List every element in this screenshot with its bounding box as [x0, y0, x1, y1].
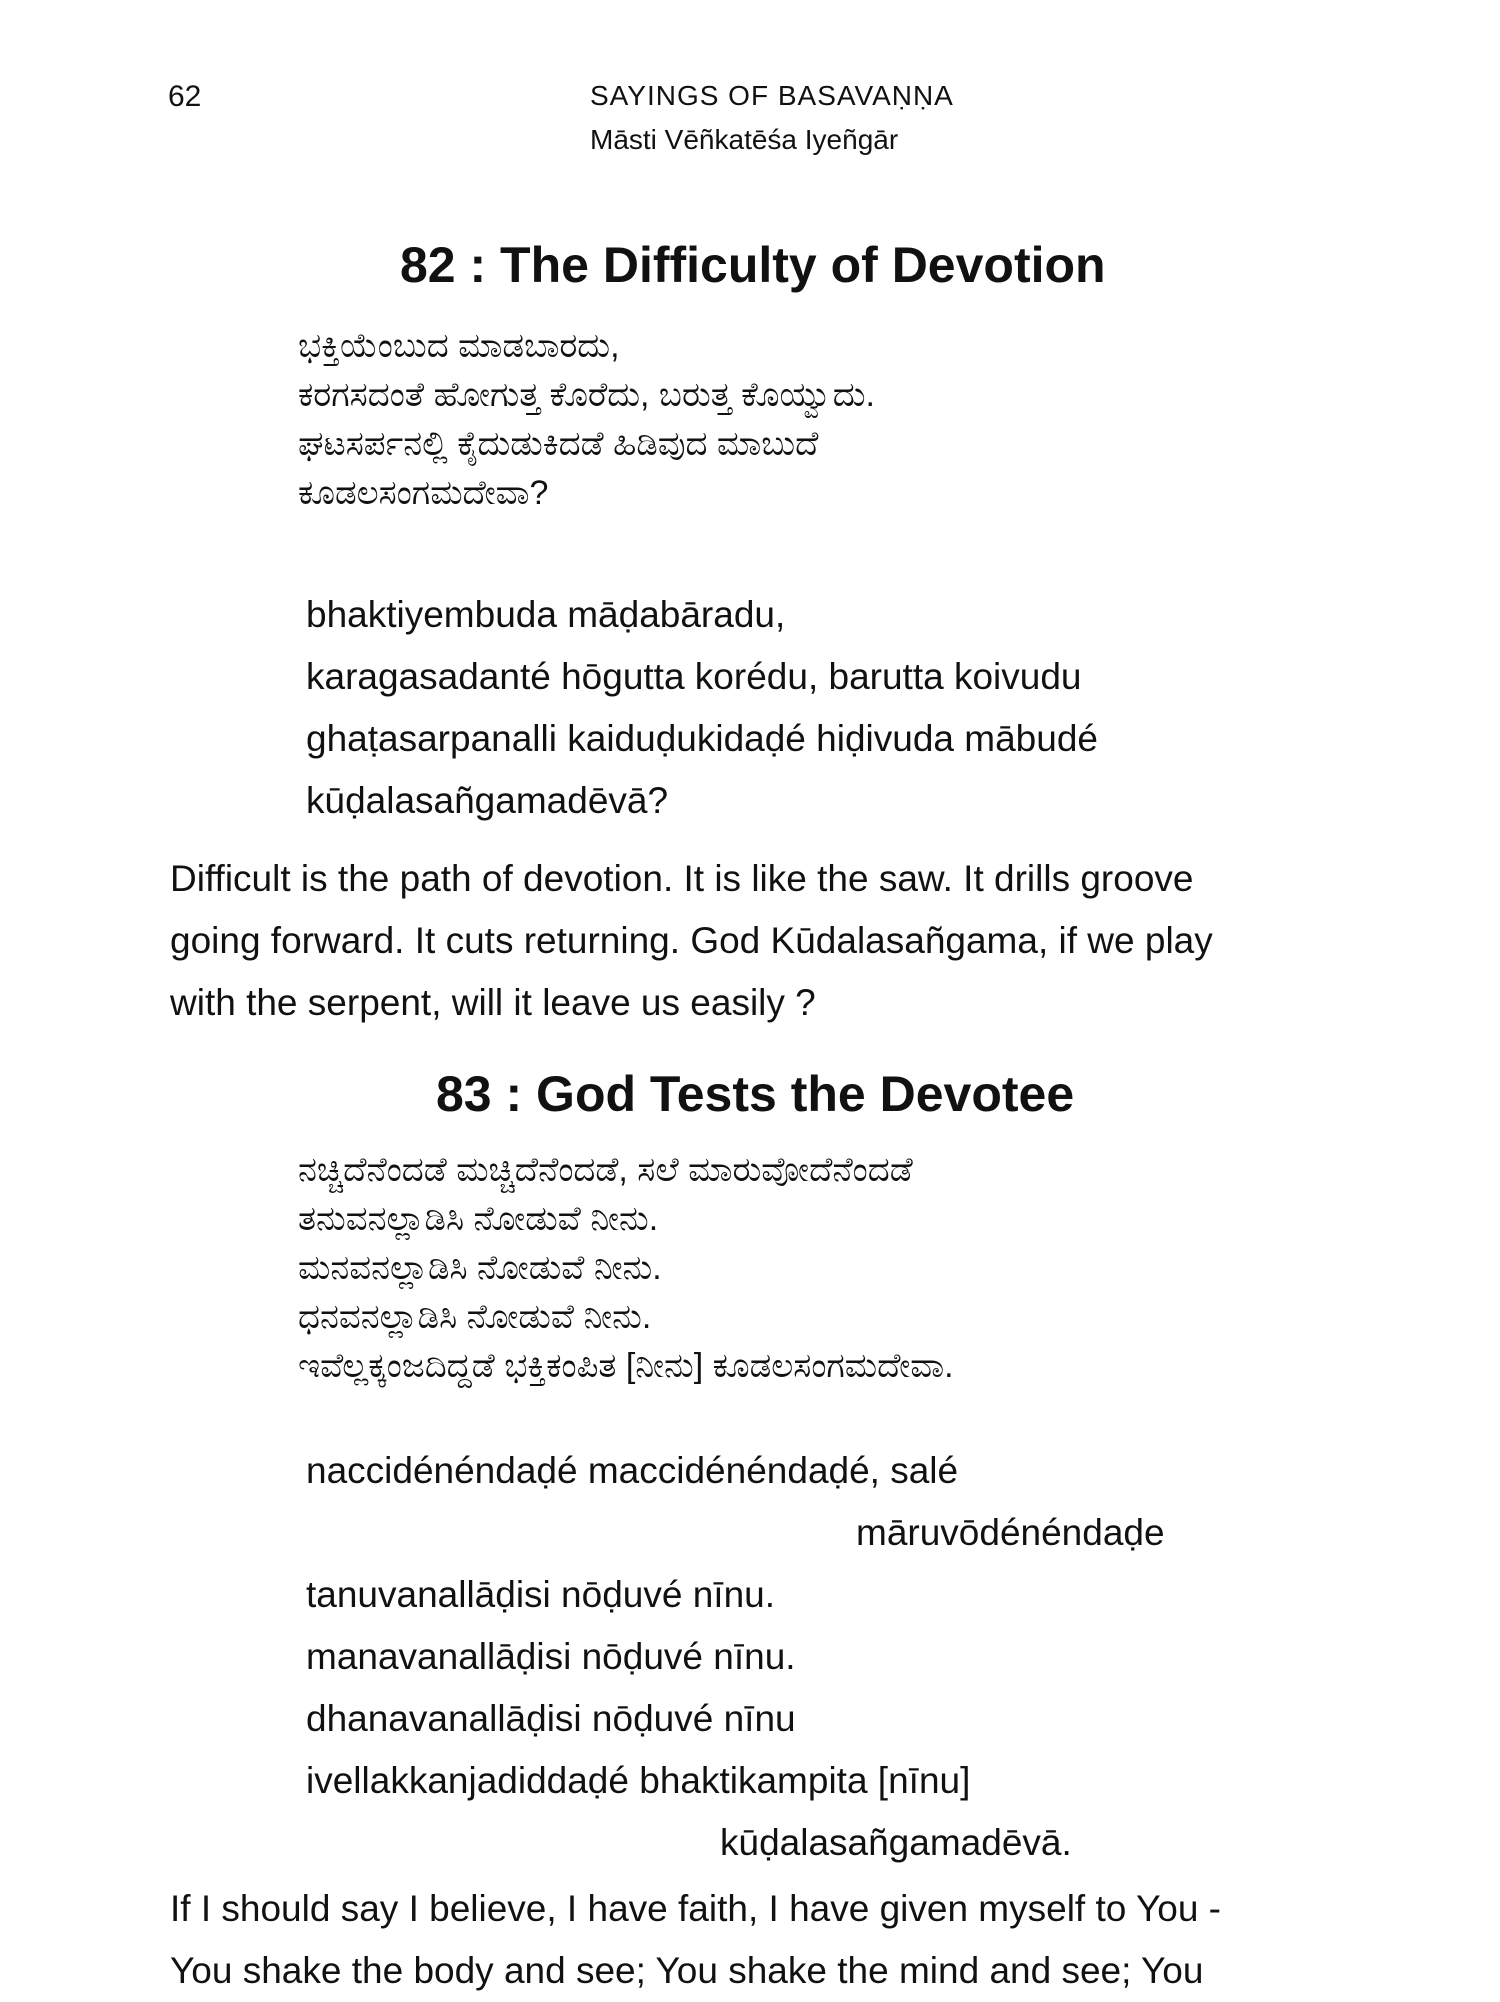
translation-line: with the serpent, will it leave us easily ?	[170, 982, 816, 1023]
translit-line-continuation: māruvōdénéndaḍe	[856, 1512, 1165, 1553]
kannada-line: ಕರಗಸದಂತೆ ಹೋಗುತ್ತ ಕೊರೆದು, ಬರುತ್ತ ಕೊಯ್ವುದು.	[298, 376, 875, 414]
translit-line: naccidénéndaḍé maccidénéndaḍé, salé	[306, 1450, 959, 1491]
kannada-line: ನಚ್ಚಿದೆನೆಂದಡೆ ಮಚ್ಚಿದೆನೆಂದಡೆ, ಸಲೆ ಮಾರುವೋದೆನೆಂದಡೆ	[298, 1151, 913, 1189]
section-83-title: 83 : God Tests the Devotee	[436, 1066, 1075, 1122]
kannada-line: ಧನವನಲ್ಲಾಡಿಸಿ ನೋಡುವೆ ನೀನು.	[298, 1298, 652, 1336]
translit-line-continuation: kūḍalasañgamadēvā.	[720, 1822, 1072, 1863]
translit-line: dhanavanallāḍisi nōḍuvé nīnu	[306, 1698, 796, 1739]
section-83-kannada-verse	[298, 1146, 954, 1391]
kannada-line: ಇವೆಲ್ಲಕ್ಕಂಜದಿದ್ದಡೆ ಭಕ್ತಿಕಂಪಿತ [ನೀನು] ಕೂಡಲಸಂಗಮದೇವಾ.	[298, 1347, 954, 1385]
translit-line: tanuvanallāḍisi nōḍuvé nīnu.	[306, 1574, 776, 1615]
kannada-line: ಮನವನಲ್ಲಾಡಿಸಿ ನೋಡುವೆ ನೀನು.	[298, 1249, 662, 1287]
translation-line: going forward. It cuts returning. God Kūdalasañgama, if we play	[170, 920, 1213, 961]
translit-line: kūḍalasañgamadēvā?	[306, 780, 669, 821]
kannada-line: ತನುವನಲ್ಲಾಡಿಸಿ ನೋಡುವೆ ನೀನು.	[298, 1200, 659, 1238]
translit-line: ghaṭasarpanalli kaiduḍukidaḍé hiḍivuda mābudé	[306, 718, 1098, 759]
translit-line: ivellakkanjadiddaḍé bhaktikampita [nīnu]	[306, 1760, 971, 1801]
translit-line: karagasadanté hōgutta korédu, barutta koivudu	[306, 656, 1082, 697]
translit-line: manavanallāḍisi nōḍuvé nīnu.	[306, 1636, 796, 1677]
kannada-line: ಘಟಸರ್ಪನಲ್ಲಿ ಕೈದುಡುಕಿದಡೆ ಹಿಡಿವುದ ಮಾಬುದೆ	[298, 425, 819, 463]
kannada-line: ಕೂಡಲಸಂಗಮದೇವಾ?	[298, 474, 549, 512]
section-83-transliteration	[306, 1440, 1206, 1874]
translation-line: You shake the body and see; You shake the mind and see; You	[170, 1950, 1204, 1991]
section-82-kannada-verse	[298, 322, 875, 518]
book-title: SAYINGS OF BASAVAṆṆA	[590, 80, 954, 111]
translation-line: Difficult is the path of devotion. It is like the saw. It drills groove	[170, 858, 1194, 899]
translit-line: bhaktiyembuda māḍabāradu,	[306, 594, 786, 635]
section-82-title: 82 : The Difficulty of Devotion	[400, 237, 1106, 293]
page-number: 62	[168, 80, 202, 113]
section-82-transliteration	[306, 584, 1098, 832]
section-82-translation	[170, 848, 1213, 1034]
author-name: Māsti Vēñkatēśa Iyeñgār	[590, 124, 899, 155]
section-83-translation	[170, 1878, 1221, 2002]
translation-line: If I should say I believe, I have faith, I have given myself to You -	[170, 1888, 1221, 1929]
kannada-line: ಭಕ್ತಿಯೆಂಬುದ ಮಾಡಬಾರದು,	[298, 327, 620, 365]
